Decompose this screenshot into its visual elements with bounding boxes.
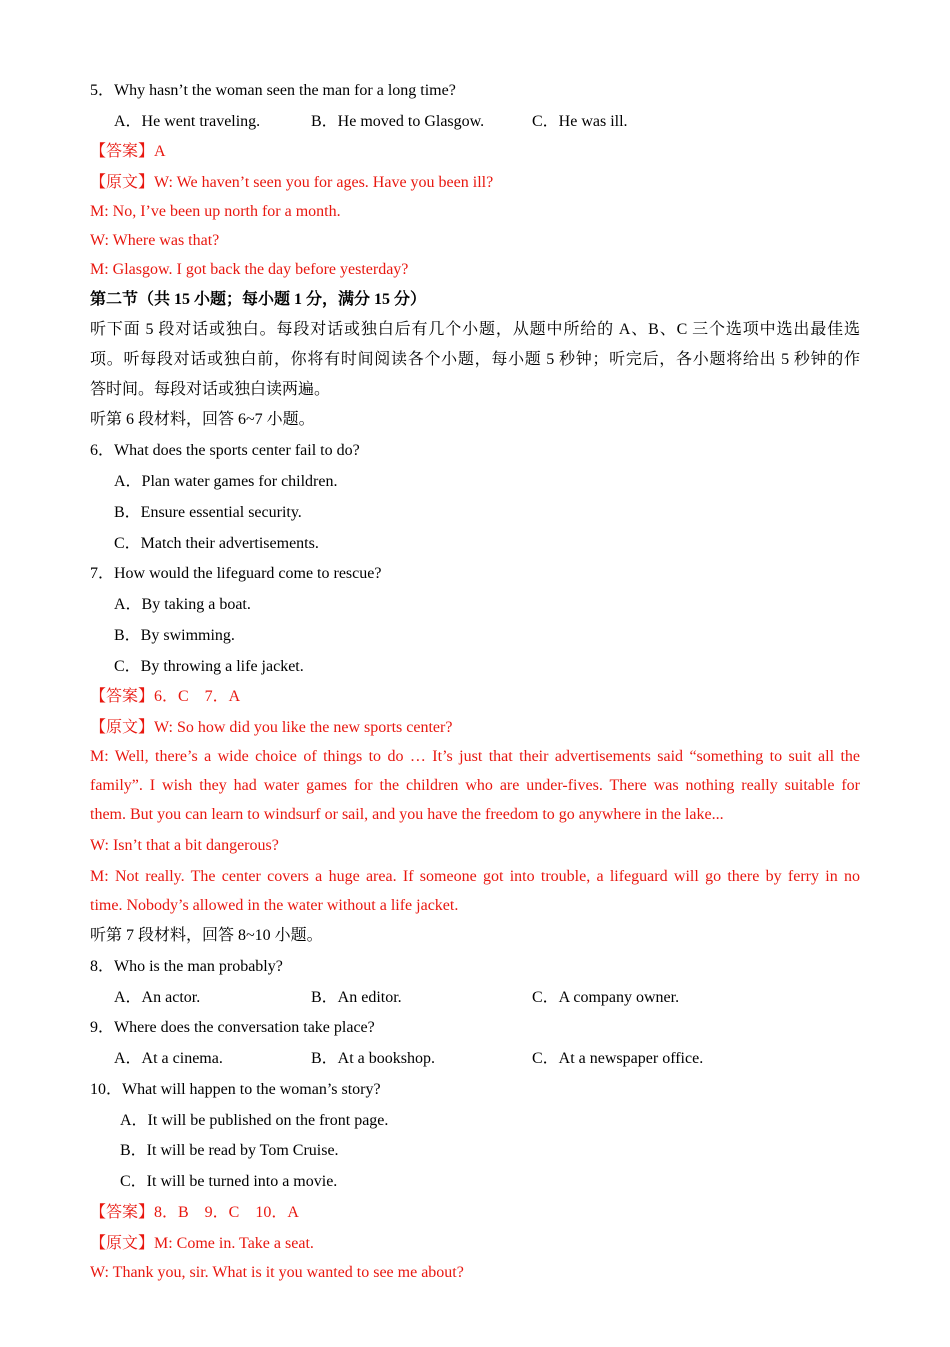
transcript-6-line-1: 【原文】W: So how did you like the new sports center?	[90, 719, 453, 736]
transcript-6-line-4: them. But you can learn to windsurf or sail, and you have the freedom to go anywhere in the lake...	[90, 806, 724, 823]
transcript-6-line-2: M: Well, there’s a wide choice of things to do … It’s just that their advertisements said “something to suit all the	[90, 748, 860, 765]
question-9-option-b: B．At a bookshop.	[311, 1050, 436, 1067]
question-10-option-a: A．It will be published on the front page.	[120, 1112, 389, 1129]
question-8-option-b: B．An editor.	[311, 989, 402, 1006]
set-7-intro: 听第 7 段材料，回答 8~10 小题。	[90, 927, 323, 944]
question-8-option-c: C．A company owner.	[532, 989, 680, 1006]
section-2-instructions-line-1: 听下面 5 段对话或独白。每段对话或独白后有几个小题，从题中所给的 A、B、C 三个选项中选出最佳选	[90, 321, 860, 338]
section-2-instructions-line-3: 答时间。每段对话或独白读两遍。	[90, 381, 331, 398]
question-6-option-a: A．Plan water games for children.	[114, 473, 338, 490]
transcript-6-line-7: time. Nobody’s allowed in the water without a life jacket.	[90, 897, 459, 914]
answer-5: 【答案】A	[90, 143, 166, 160]
question-6-option-b: B．Ensure essential security.	[114, 504, 302, 521]
transcript-7-line-2: W: Thank you, sir. What is it you wanted to see me about?	[90, 1264, 464, 1281]
question-5-option-b: B．He moved to Glasgow.	[311, 113, 485, 130]
transcript-5-line-3: W: Where was that?	[90, 232, 220, 249]
question-9: 9．Where does the conversation take place?	[90, 1019, 375, 1036]
question-5-option-c: C．He was ill.	[532, 113, 628, 130]
section-2-title: 第二节（共 15 小题；每小题 1 分，满分 15 分）	[90, 291, 427, 308]
question-7: 7．How would the lifeguard come to rescue?	[90, 565, 382, 582]
question-9-option-a: A．At a cinema.	[114, 1050, 223, 1067]
question-7-option-a: A．By taking a boat.	[114, 596, 251, 613]
answer-6-7: 【答案】6．C 7．A	[90, 688, 241, 705]
transcript-6-line-3: family”. I wish they had water games for the children who are under-fives. There was nothing really suitable for	[90, 777, 860, 794]
question-6: 6．What does the sports center fail to do?	[90, 442, 360, 459]
section-2-instructions-line-2: 项。听每段对话或独白前，你将有时间阅读各个小题，每小题 5 秒钟；听完后，各小题将给出 5 秒钟的作	[90, 351, 860, 368]
answer-8-10: 【答案】8．B 9．C 10．A	[90, 1204, 299, 1221]
transcript-5-line-1: 【原文】W: We haven’t seen you for ages. Have you been ill?	[90, 174, 494, 191]
question-10: 10．What will happen to the woman’s story?	[90, 1081, 381, 1098]
set-6-intro: 听第 6 段材料，回答 6~7 小题。	[90, 411, 315, 428]
transcript-5-line-4: M: Glasgow. I got back the day before yesterday?	[90, 261, 409, 278]
question-6-option-c: C．Match their advertisements.	[114, 535, 319, 552]
question-7-option-b: B．By swimming.	[114, 627, 235, 644]
question-8-option-a: A．An actor.	[114, 989, 201, 1006]
transcript-5-line-2: M: No, I’ve been up north for a month.	[90, 203, 341, 220]
question-10-option-b: B．It will be read by Tom Cruise.	[120, 1142, 339, 1159]
question-5-option-a: A．He went traveling.	[114, 113, 261, 130]
transcript-7-line-1: 【原文】M: Come in. Take a seat.	[90, 1235, 314, 1252]
question-9-option-c: C．At a newspaper office.	[532, 1050, 704, 1067]
question-10-option-c: C．It will be turned into a movie.	[120, 1173, 338, 1190]
question-5: 5．Why hasn’t the woman seen the man for a long time?	[90, 82, 456, 99]
question-8: 8．Who is the man probably?	[90, 958, 283, 975]
transcript-6-line-5: W: Isn’t that a bit dangerous?	[90, 837, 279, 854]
transcript-6-line-6: M: Not really. The center covers a huge area. If someone got into trouble, a lifeguard will go there by ferry in no	[90, 868, 860, 885]
question-7-option-c: C．By throwing a life jacket.	[114, 658, 304, 675]
